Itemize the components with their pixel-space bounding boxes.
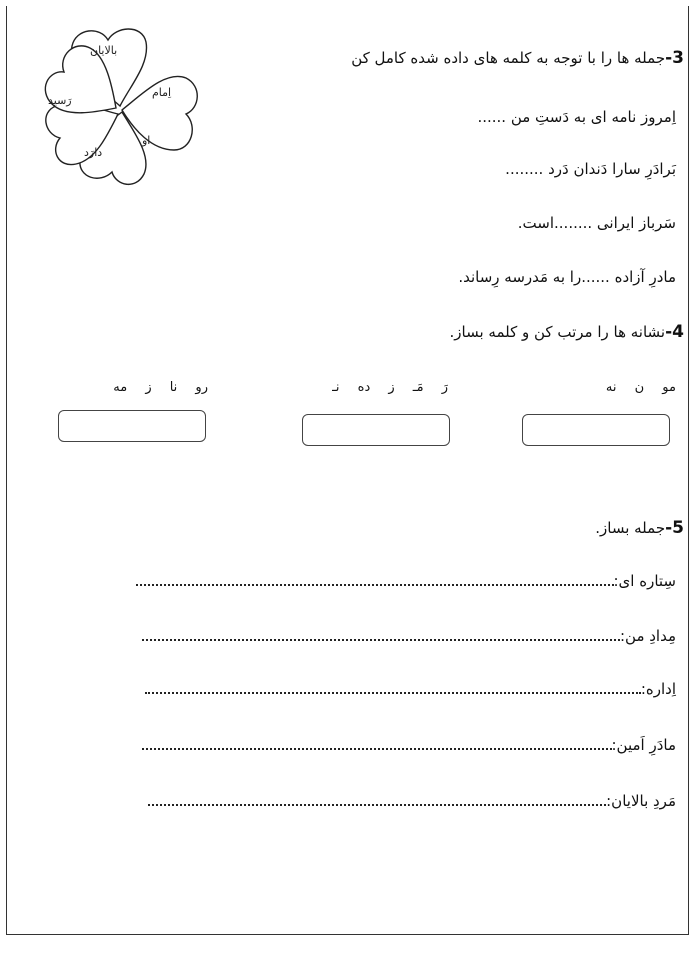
sentence-prompt: اِداره:	[640, 680, 676, 698]
answer-box-1[interactable]	[522, 414, 670, 446]
word-bank-word: اِمام	[152, 86, 172, 99]
letter-group-3: رو نا ز مه	[113, 380, 208, 395]
sentence-prompt: سِتاره ای:	[613, 572, 676, 590]
sentence-prompt: مَردِ بالایان:	[606, 792, 676, 810]
answer-box-3[interactable]	[58, 410, 206, 442]
section-5-number: 5-	[665, 518, 684, 538]
sentence-3: سَرباز ایرانی ........است.	[517, 214, 676, 232]
section-4-heading	[450, 322, 685, 342]
word-bank-word: او	[142, 134, 151, 147]
letter-group-2: رَ مَـ ز ده نـ	[332, 380, 448, 395]
answer-line[interactable]	[142, 627, 620, 641]
word-bank-word: بالایان	[90, 44, 118, 57]
sentence-prompt: مادَرِ اَمین:	[611, 736, 676, 754]
sentence-prompt-row	[148, 792, 676, 810]
section-5-heading	[595, 518, 684, 538]
section-5-instruction: جمله بساز.	[595, 519, 666, 537]
sentence-1: اِمروز نامه ای به دَستِ من ......	[477, 108, 676, 126]
sentence-prompt-row	[136, 572, 677, 590]
answer-line[interactable]	[148, 792, 606, 806]
section-4-instruction: نشانه ها را مرتب کن و کلمه بساز.	[449, 323, 666, 341]
letter-group-1: مو ن نه	[605, 380, 676, 395]
section-3-number: 3-	[665, 48, 684, 68]
section-3-instruction: جمله ها را با توجه به کلمه های داده شده کامل کن	[351, 49, 666, 67]
sentence-4: مادرِ آزاده ......را به مَدرسه رِساند.	[458, 268, 676, 286]
sentence-prompt-row	[142, 736, 677, 754]
word-bank-flower	[30, 18, 210, 198]
sentence-prompt: مِدادِ من:	[619, 627, 676, 645]
sentence-prompt-row	[142, 627, 676, 645]
section-3-heading	[351, 48, 684, 68]
sentence-prompt-row	[145, 680, 676, 698]
section-4-number: 4-	[665, 322, 684, 342]
word-bank-word: رَسید	[48, 94, 72, 107]
answer-line[interactable]	[145, 680, 641, 694]
answer-line[interactable]	[142, 736, 612, 750]
sentence-2: بَرادَرِ سارا دَندان دَرد ........	[505, 160, 676, 178]
answer-line[interactable]	[136, 572, 614, 586]
word-bank-word: دارَد	[84, 146, 103, 159]
answer-box-2[interactable]	[302, 414, 450, 446]
